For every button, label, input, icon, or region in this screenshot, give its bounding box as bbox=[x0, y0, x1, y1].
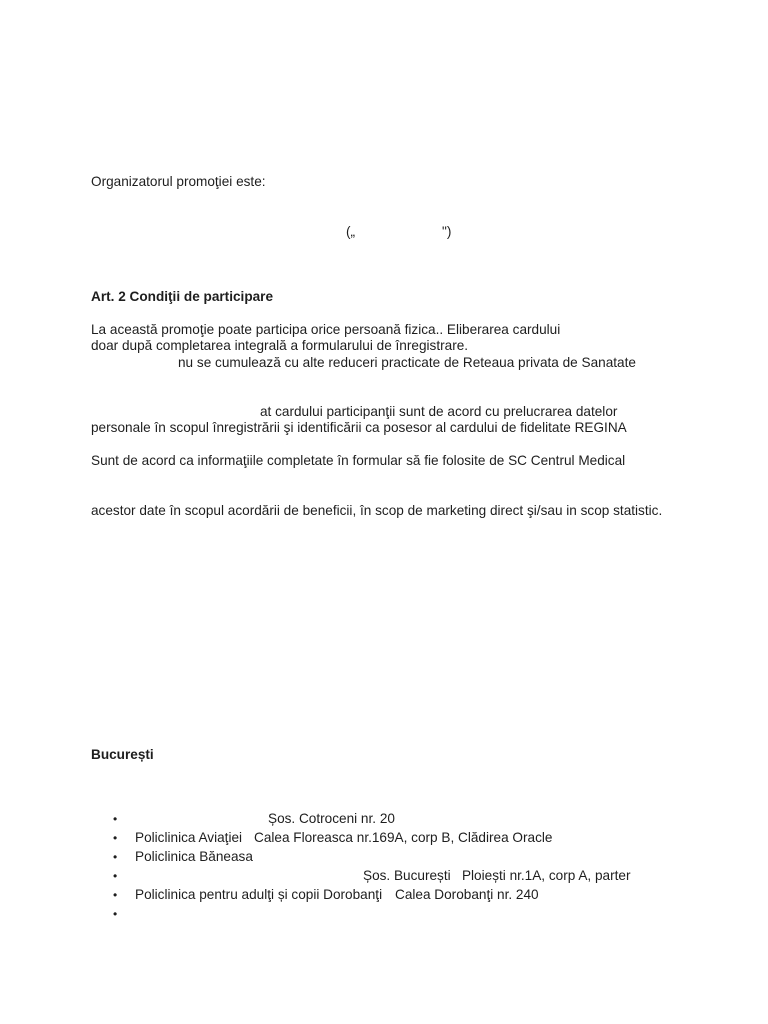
bullet-icon: • bbox=[113, 888, 118, 902]
location-2-name: Policlinica Aviaţiei bbox=[135, 830, 243, 845]
bullet-icon: • bbox=[113, 869, 118, 883]
location-5-name: Policlinica pentru adulţi și copii Dorobanţi bbox=[135, 887, 383, 902]
organizer-paren-open: („ bbox=[346, 224, 356, 239]
bullet-icon: • bbox=[113, 812, 118, 826]
location-1-address: Șos. Cotroceni nr. 20 bbox=[268, 811, 395, 826]
bullet-icon: • bbox=[113, 831, 118, 845]
location-3-name: Policlinica Băneasa bbox=[135, 849, 253, 864]
paragraph-4-line-1: acestor date în scopul acordării de beneficii, în scop de marketing direct şi/sau in scop statistic. bbox=[91, 503, 663, 518]
paragraph-1-line-1: La această promoţie poate participa orice persoană fizica.. Eliberarea cardului bbox=[91, 322, 561, 337]
location-2-address: Calea Floreasca nr.169A, corp B, Clădirea Oracle bbox=[254, 830, 553, 845]
organizer-paren-close: ") bbox=[442, 224, 452, 239]
bullet-icon: • bbox=[113, 907, 118, 921]
city-heading: București bbox=[91, 747, 154, 762]
paragraph-1-line-3: nu se cumulează cu alte reduceri practicate de Reteaua privata de Sanatate bbox=[178, 355, 636, 370]
article-2-heading: Art. 2 Condiţii de participare bbox=[91, 289, 274, 304]
location-5-address: Calea Dorobanţi nr. 240 bbox=[395, 887, 539, 902]
paragraph-1-line-2: doar după completarea integrală a formularului de înregistrare. bbox=[91, 338, 469, 353]
paragraph-2-line-2: personale în scopul înregistrării şi identificării ca posesor al cardului de fidelitate REGINA bbox=[91, 420, 627, 435]
organizer-label: Organizatorul promoţiei este: bbox=[91, 174, 266, 189]
location-4-address: Șos. București Ploiești nr.1A, corp A, parter bbox=[363, 868, 631, 883]
paragraph-3-line-1: Sunt de acord ca informaţiile completate în formular să fie folosite de SC Centrul Medical bbox=[91, 453, 626, 468]
bullet-icon: • bbox=[113, 850, 118, 864]
paragraph-2-line-1: at cardului participanţii sunt de acord cu prelucrarea datelor bbox=[260, 404, 618, 419]
